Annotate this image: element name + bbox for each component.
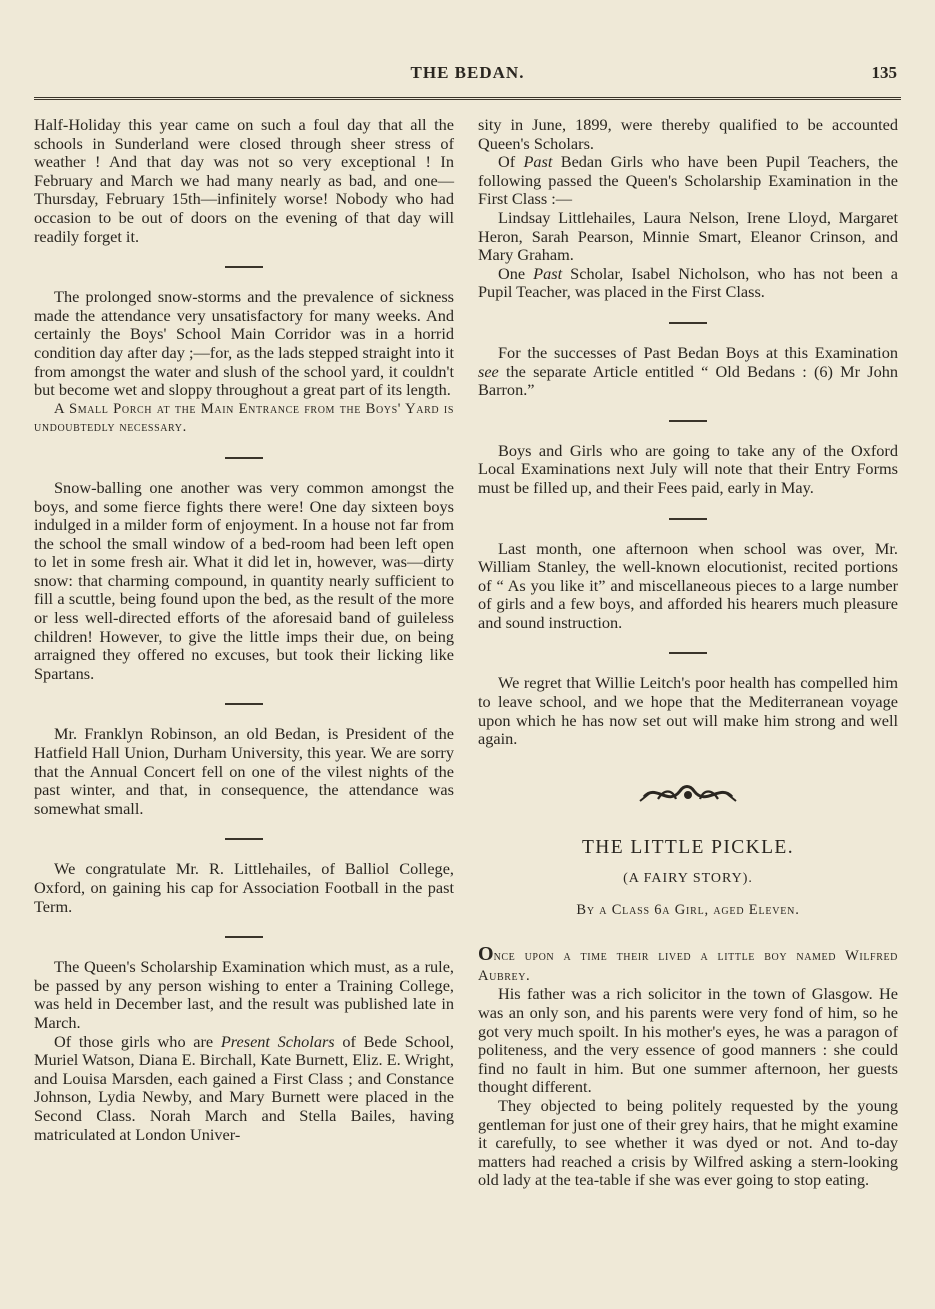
paragraph-names-list: Lindsay Littlehailes, Laura Nelson, Irene Lloyd, Margaret Heron, Sarah Pearson, Minnie Smart, Eleanor Crinson, and Mary Graham. bbox=[478, 207, 898, 265]
text-run: Of those girls who are bbox=[54, 1031, 221, 1051]
story-subtitle: (A FAIRY STORY). bbox=[623, 871, 753, 887]
page-header bbox=[34, 60, 901, 88]
text-run: Of bbox=[498, 152, 524, 172]
story-paragraph-opening bbox=[478, 945, 898, 985]
text-run: Scholar, Isabel Nicholson, who has not been a Pupil Teacher, was placed in the First Class. bbox=[478, 263, 898, 302]
paragraph-littlehailes: We congratulate Mr. R. Littlehailes, of Balliol College, Oxford, on gaining his cap for Association Football in the past Term. bbox=[34, 859, 454, 916]
story-title: THE LITTLE PICKLE. bbox=[581, 837, 795, 859]
paragraph-isabel-nicholson bbox=[478, 265, 898, 302]
ornament-icon bbox=[478, 777, 898, 816]
story-heading bbox=[478, 839, 898, 919]
text-run: One bbox=[498, 263, 534, 283]
paragraph-half-holiday: Half-Holiday this year came on such a foul day that all the schools in Sunderland were closed through sheer stress of weather ! And that day was not so very exceptional ! In February and March we had many nearly as bad, and one—Thursday, February 15th—infinitely worse! Nobody who had occasion to be out of doors on the evening of that day will readily forget it. bbox=[34, 115, 454, 246]
paragraph-continuation: sity in June, 1899, were thereby qualified to be accounted Queen's Scholars. bbox=[478, 115, 898, 153]
paragraph-snow-storms: The prolonged snow-storms and the prevalence of sickness made the attendance very unsatisfactory for many weeks. And certainly the Boys' School Main Corridor was in a horrid condition day after day ;—for, as the lads stepped straight into it from amongst the water and slush of the school yard, it couldn't but become wet and sloppy throughout a great part of its length. bbox=[34, 287, 454, 400]
paragraph-past-girls bbox=[478, 153, 898, 209]
running-title: THE BEDAN. bbox=[410, 63, 525, 82]
section-divider bbox=[225, 703, 263, 705]
section-divider bbox=[669, 518, 707, 520]
section-divider bbox=[669, 420, 707, 422]
paragraph-franklyn-robinson: Mr. Franklyn Robinson, an old Bedan, is President of the Hatfield Hall Union, Durham University, this year. We are sorry that the Annual Concert fell on one of the vilest nights of the past winter, and that, in consequence, the attendance was somewhat small. bbox=[34, 724, 454, 818]
paragraph-willie-leitch: We regret that Willie Leitch's poor health has compelled him to leave school, and we hope that the Mediterranean voyage upon which he has now set out will make him strong and well again. bbox=[478, 673, 898, 749]
paragraph-oxford-local: Boys and Girls who are going to take any of the Oxford Local Examinations next July will note that their Entry Forms must be filled up, and their Fees paid, early in May. bbox=[478, 440, 898, 497]
paragraph-stanley-recital: Last month, one afternoon when school was over, Mr. William Stanley, the well-known elocutionist, recited portions of “ As you like it” and miscellaneous pieces to a large number of girls and a few boys, and afforded his hearers much pleasure and sound instruction. bbox=[478, 538, 898, 632]
section-divider bbox=[225, 457, 263, 459]
italic-text: Past bbox=[523, 152, 553, 172]
left-column bbox=[34, 116, 454, 1144]
italic-text: see bbox=[478, 361, 499, 381]
section-divider bbox=[225, 266, 263, 268]
drop-cap: O bbox=[478, 943, 494, 966]
section-divider bbox=[669, 322, 707, 324]
section-divider bbox=[669, 652, 707, 654]
paragraph-present-scholars bbox=[34, 1033, 454, 1145]
story-paragraph-guests: They objected to being politely requested by the young gentleman for just one of their grey hairs, that he might examine it carefully, to see whether it was dyed or not. And to-day matters had reached a crisis by Wilfred asking a stern-looking old lady at the tea-table if she was ever going to stop eating. bbox=[478, 1095, 898, 1190]
text-run: nce upon a time their lived a little boy named Wilfred Aubrey. bbox=[478, 948, 898, 984]
right-column bbox=[478, 116, 898, 1190]
paragraph-porch-notice: A Small Porch at the Main Entrance from the Boys' Yard is undoubtedly necessary. bbox=[34, 400, 454, 436]
text-run: Bedan Girls who have been Pupil Teachers, the following passed the Queen's Scholarship Examination in the First Class :— bbox=[478, 152, 899, 209]
story-paragraph-father: His father was a rich solicitor in the town of Glasgow. He was an only son, and his parents were very fond of him, so he got very much spoilt. In his mother's eyes, he was a paragon of politeness, and the very essence of good manners : she could find no fault in him. But one summer afternoon, her guests thought different. bbox=[478, 984, 898, 1097]
section-divider bbox=[225, 936, 263, 938]
text-run: For the successes of Past Bedan Boys at this Examination bbox=[498, 342, 898, 362]
paragraph-past-boys bbox=[478, 344, 898, 400]
header-rule bbox=[34, 97, 901, 100]
italic-text: Present Scholars bbox=[220, 1031, 335, 1051]
text-run: the separate Article entitled “ Old Bedans : (6) Mr John Barron.” bbox=[478, 361, 898, 400]
story-byline: By a Class 6a Girl, aged Eleven. bbox=[576, 901, 800, 918]
section-divider bbox=[225, 838, 263, 840]
paragraph-snow-balling: Snow-balling one another was very common amongst the boys, and some fierce fights there were! One day sixteen boys indulged in a milder form of enjoyment. In a house not far from the school the small window of a bed-room had been left open to let in some fresh air. What it did let in, however, was—dirty snow: that charming compound, in quantity nearly sufficient to fill a scuttle, being found upon the bed, as the result of the more or less well-directed efforts of the aforesaid band of guileless children! However, to give the little imps their due, on being arraigned they offered no excuses, but took their licking like Spartans. bbox=[34, 477, 454, 683]
page-number: 135 bbox=[871, 63, 897, 82]
italic-text: Past bbox=[533, 263, 563, 283]
text-run: of Bede School, Muriel Watson, Diana E. Birchall, Kate Burnett, Eliz. E. Wright, and Louisa Marsden, each gained a First Class ; and Constance Johnson, Lydia Newby, and Mary Burnett were placed in the Second Class. Norah March and Stella Bailes, having matriculated at London Univer- bbox=[34, 1031, 455, 1144]
paragraph-scholarship-exam: The Queen's Scholarship Examination which must, as a rule, be passed by any person wishing to enter a Training College, was held in December last, and the result was published late in March. bbox=[34, 957, 454, 1032]
